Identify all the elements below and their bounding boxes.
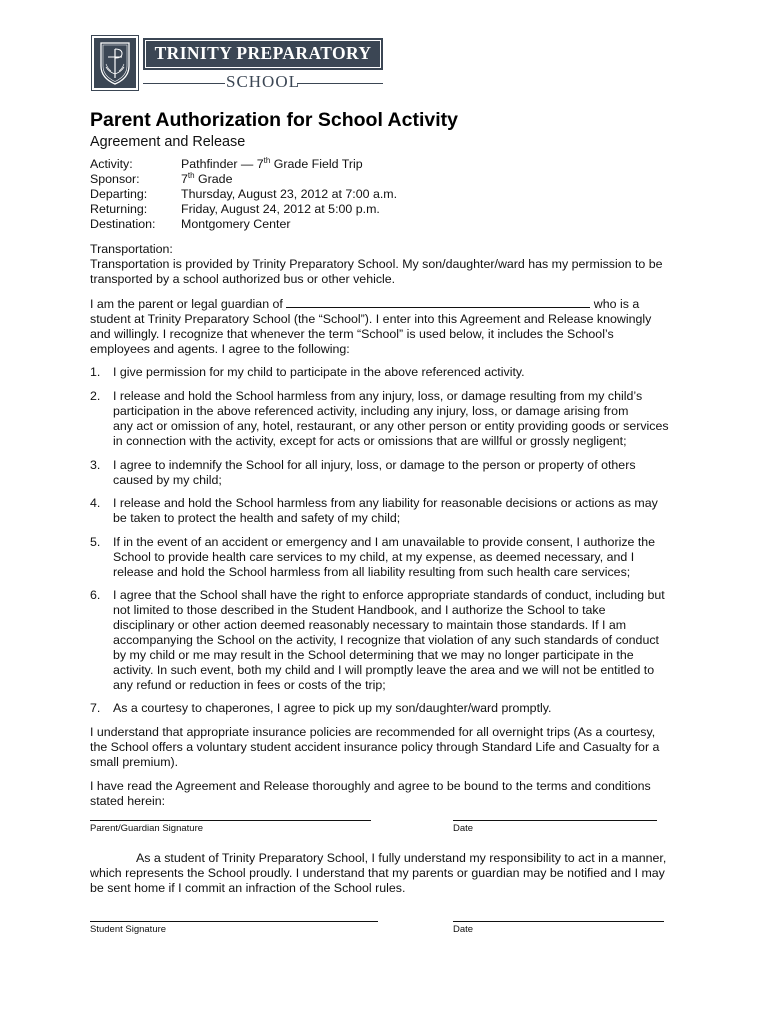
document-subtitle: Agreement and Release [90,134,246,150]
student-statement: As a student of Trinity Preparatory School, I fully understand my responsibility to act in a manner, which represents the School proudly. I understand that my parents or guardian may be notified and I may be sent home if I commit an infraction of the School rules. [90,851,667,895]
logo-school-name: TRINITY PREPARATORY [154,43,372,63]
transportation-heading: Transportation: [90,242,173,256]
detail-label: Departing: [90,187,148,201]
activity-details [90,157,397,232]
student-signature-label: Student Signature [90,924,167,935]
document-title: Parent Authorization for School Activity [90,109,458,131]
parent-date-label: Date [453,823,474,834]
guardian-intro-line: employees and agents. I agree to the following: [90,342,350,356]
detail-row [90,157,397,172]
transportation-line: transported by a school authorized bus or other vehicle. [90,272,396,286]
detail-value: Pathfinder — 7th Grade Field Trip [181,155,363,171]
guardian-intro-line: and willingly. I recognize that whenever the term “School” is used below, it includes the School’s [90,327,614,341]
logo-rule-right [297,83,383,84]
parent-signature-label: Parent/Guardian Signature [90,823,204,834]
detail-value: Friday, August 24, 2012 at 5:00 p.m. [181,202,380,216]
logo-school-word-row [143,72,383,92]
school-logo [91,35,385,93]
document-page: TRINITY PREPARATORY SCHOOL Parent Authorization for School Activity Agreement and Release Activity: Pathfinder — 7th Grade Field Trip Sponsor: 7th Grade Departing: Thursday, August 23, 2012 at 7:00 a.m. Returning: Friday, August 24, 2012 at 5:00 p.m. Destination: Montgomery Center Transportation: Transportation is provided by Trinity Preparatory School. My son/daughter/ward has my permission to be transported by a school authorized bus or other vehicle. I am the parent or legal guardian of who is a student at Trinity Preparatory School (the “School”). I enter into this Agreement and Release knowingly and willingly. I recognize that whenever the term “School” is used below, it includes the School’s employees and agents. I agree to the following: 1. I give permission for my child to participate in the above referenced activity. 2. I release and hold the School harmless from any injury, loss, or damage resulting from my child’s participation in the above referenced activity, including any injury, loss, or damage arising from any act or omission of any, hotel, restaurant, or any other person or entity providing goods or services in connection with the activity, except for acts or omissions that are willful or grossly negligent; 3. I agree to indemnify the School for all injury, loss, or damage to the person or property of others caused by my child; 4. I release and hold the School harmless from any liability for reasonable decisions or actions as may be taken to protect the health and safety of my child; 5. If in the event of an accident or emergency and I am unavailable to provide consent, I authorize the School to provide health care services to my child, at my expense, as deemed necessary, and I release and hold the School harmless from all liability resulting from such health care services; 6. I agree that the School shall have the right to enforce appropriate standards of conduct, including but not limited to those described in the Student Handbook, and I authorize the School to take disciplinary or other action deemed reasonably necessary to maintain those standards. If I am accompanying the School on the activity, I recognize that violation of any such standards of conduct by my child or me may result in the School determining that we may no longer participate in the activity. In such event, both my child and I will promptly leave the area and we will not be entitled to any refund or reduction in fees or costs of the trip; 7. As a courtesy to chaperones, I agree to pick up my son/daughter/ward promptly. I understand that appropriate insurance policies are recommended for all overnight trips (As a courtesy, the School offers a voluntary student accident insurance policy through Standard Life and Casualty for a small premium). I have read the Agreement and Release thoroughly and agree to be bound to the terms and conditions stated herein: Parent/Guardian Signature Date As a student of Trinity Preparatory School, I fully understand my responsibility to act in a manner, which represents the School proudly. I understand that my parents or guardian may be notified and I may be sent home if I commit an infraction of the School rules. Student Signature Date [0,0,770,1024]
detail-label: Activity: [90,157,133,171]
detail-value: 7th Grade [181,170,233,186]
transportation-line: Transportation is provided by Trinity Preparatory School. My son/daughter/ward has my permission to be [90,257,663,271]
detail-label: Sponsor: [90,172,140,186]
transportation-section [90,242,688,287]
student-date-label: Date [453,924,474,935]
crest-icon [91,35,139,91]
parent-signature-line[interactable] [90,820,371,821]
student-signature-line[interactable] [90,921,378,922]
guardian-intro-line: student at Trinity Preparatory School (the “School”). I enter into this Agreement and Release knowingly [90,312,652,326]
detail-label: Destination: [90,217,156,231]
detail-value: Montgomery Center [181,217,291,231]
detail-value: Thursday, August 23, 2012 at 7:00 a.m. [181,187,398,201]
detail-label: Returning: [90,202,148,216]
logo-name-band [143,38,383,70]
detail-row [90,202,397,217]
parent-date-line[interactable] [453,820,657,821]
student-date-line[interactable] [453,921,664,922]
detail-row [90,187,397,202]
detail-row [90,172,397,187]
guardian-intro [90,296,688,357]
child-name-blank[interactable] [286,296,590,308]
logo-school-word: SCHOOL [225,72,300,91]
read-agreement-paragraph: I have read the Agreement and Release thoroughly and agree to be bound to the terms and conditions stated herein: [90,779,651,808]
detail-row [90,217,397,232]
insurance-paragraph: I understand that appropriate insurance policies are recommended for all overnight trips (As a courtesy, the School offers a voluntary student accident insurance policy through Standard Life and Casualty for a small premium). [90,725,660,769]
guardian-intro-first-line: I am the parent or legal guardian of who is a [90,297,640,311]
